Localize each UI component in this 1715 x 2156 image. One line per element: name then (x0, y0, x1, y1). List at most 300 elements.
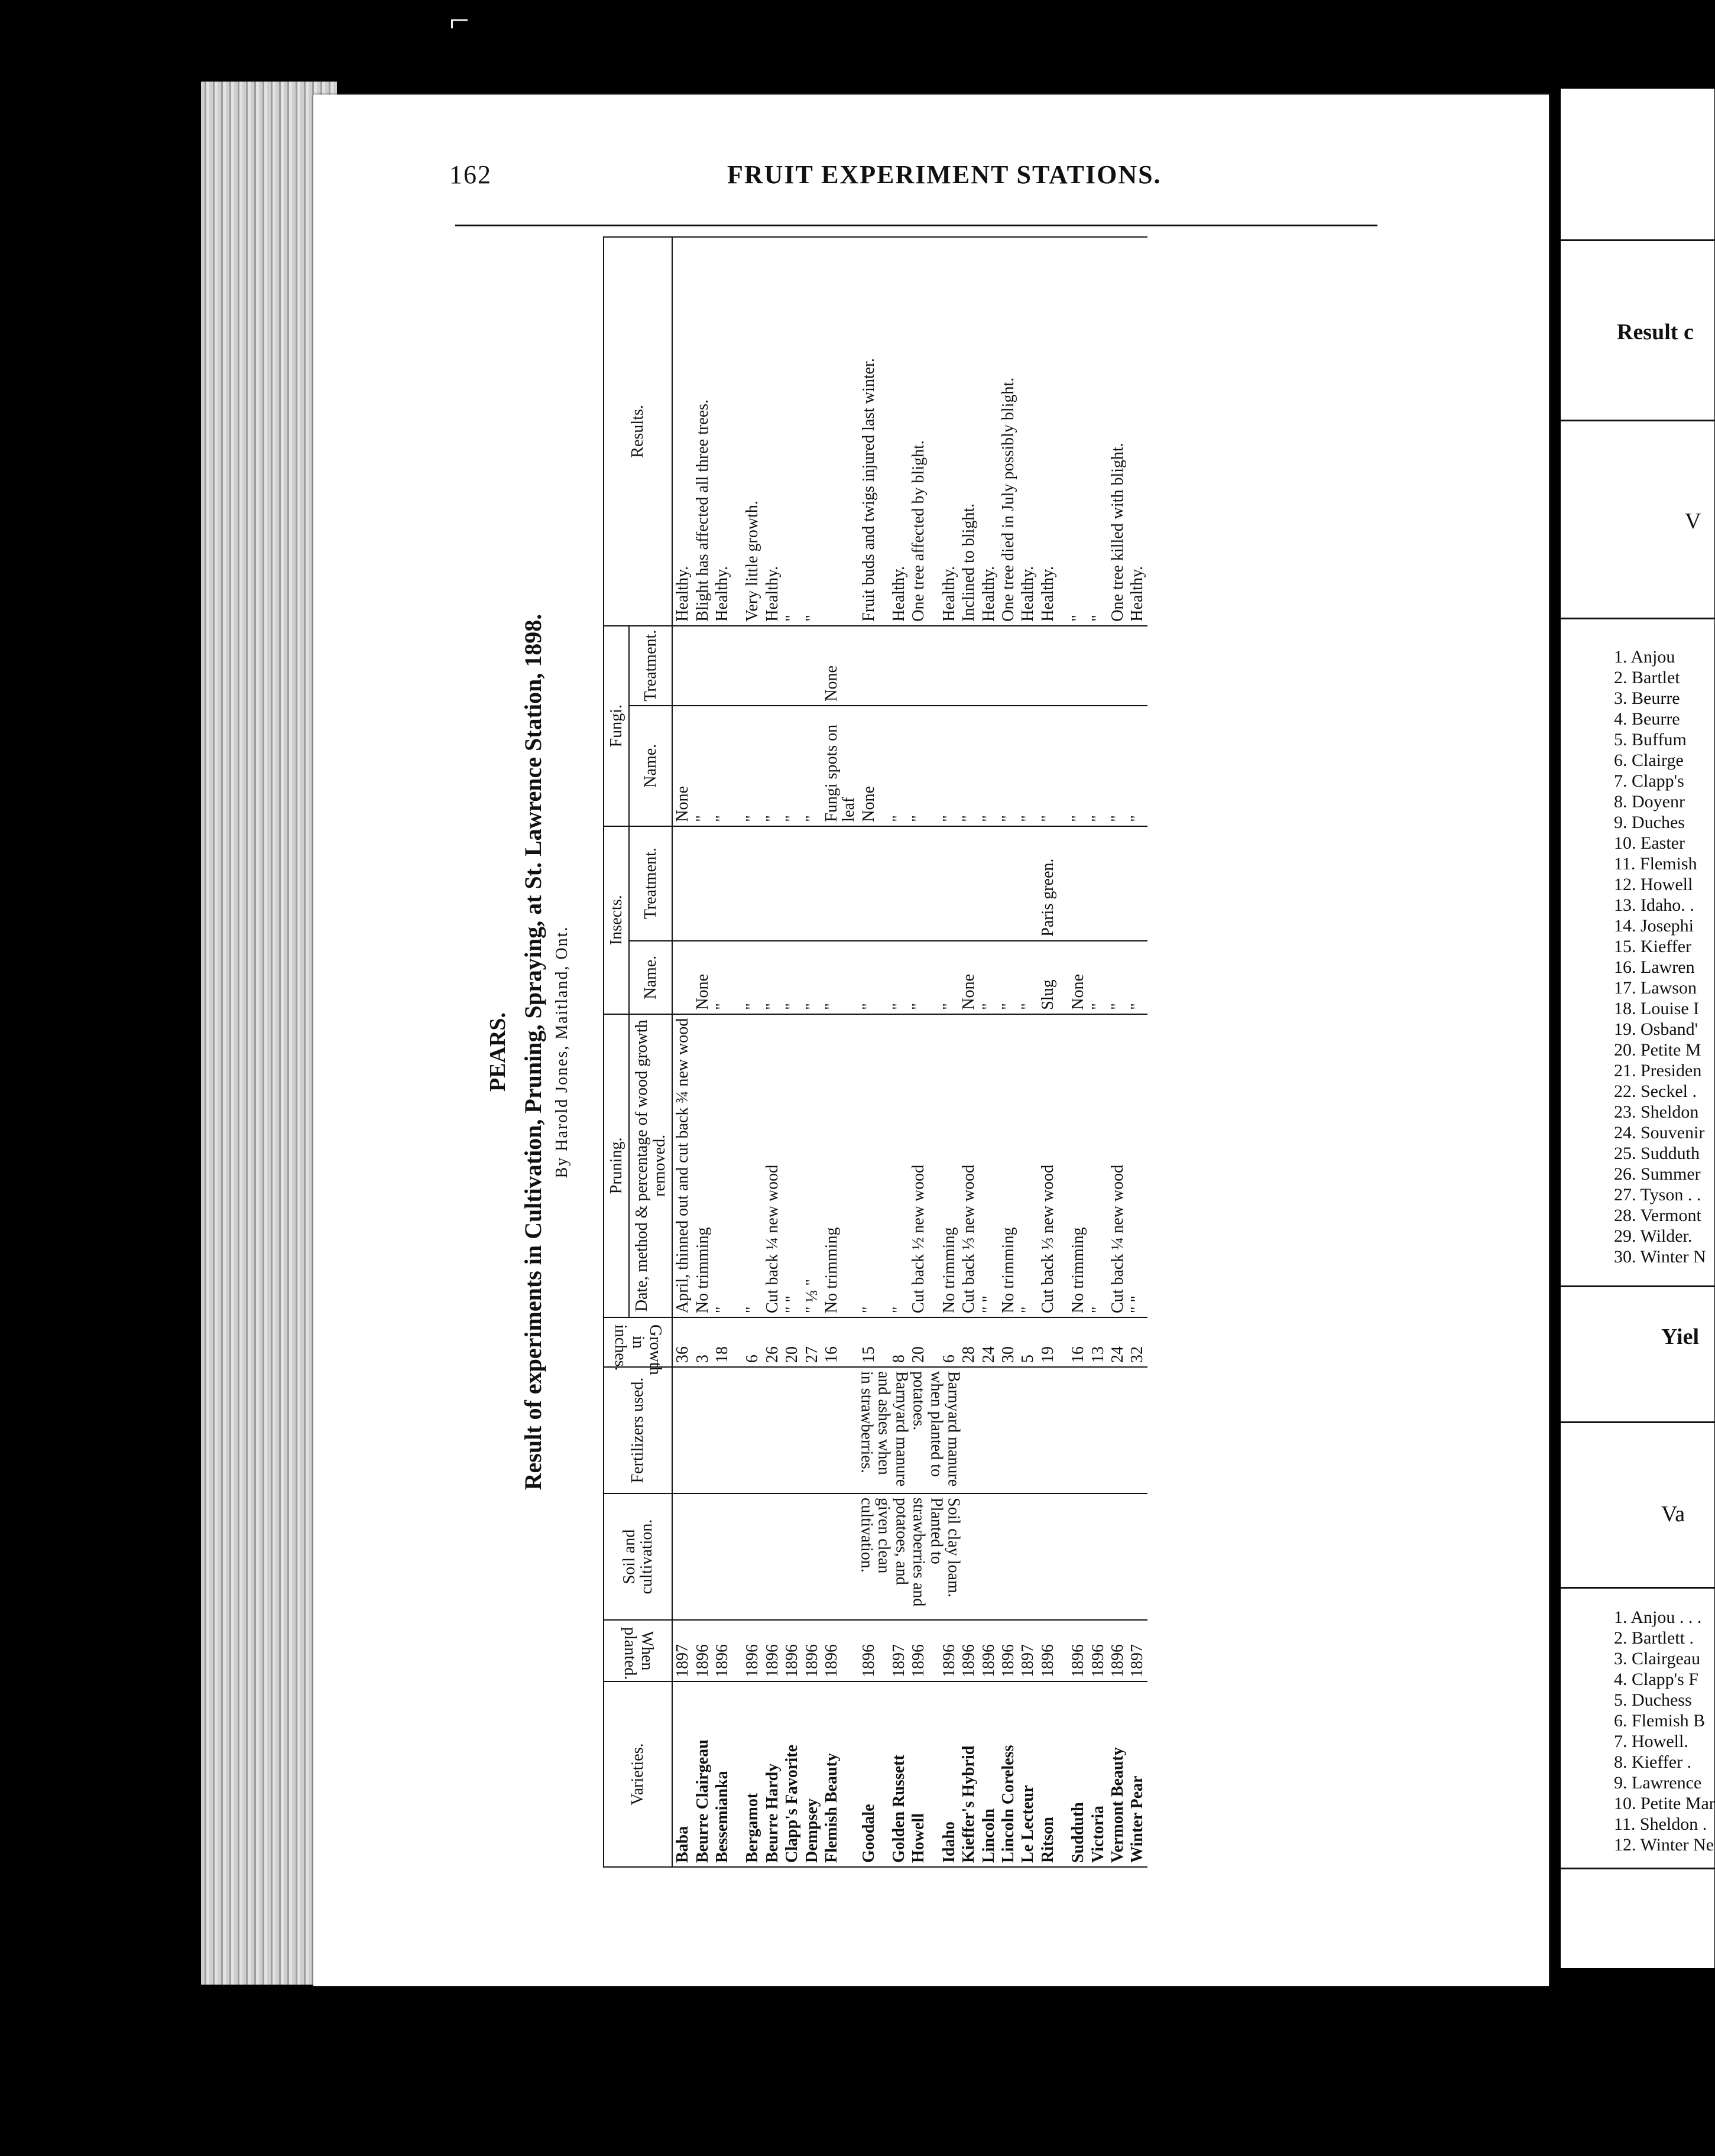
list-item: 18. Louise I (1614, 999, 1700, 1018)
cell-pruning: Cut back ¼ new wood (1108, 1014, 1127, 1317)
cell-insect-t (1088, 826, 1108, 941)
list-item: 8. Doyenr (1614, 792, 1685, 811)
table-row (1127, 237, 1147, 1867)
cell-insect: " (802, 941, 822, 1014)
right-rule-4 (1561, 1285, 1714, 1287)
cell-pruning: " (1088, 1014, 1108, 1317)
cell-result: One tree affected by blight. (909, 237, 928, 626)
list-item: 4. Clapp's F (1614, 1670, 1698, 1689)
cell-result: " (782, 237, 802, 626)
col-growth (604, 1317, 672, 1375)
cell-planted: 1896 (939, 1620, 959, 1681)
cell-insect-t (1108, 826, 1127, 941)
cell-insect-t (672, 826, 692, 941)
cell-planted: 1896 (979, 1620, 998, 1681)
spacer-cell (732, 237, 743, 626)
table-row (859, 237, 878, 1867)
spacer-cell (1058, 237, 1068, 626)
cell-insect: " (1127, 941, 1147, 1014)
spacer-cell (732, 1681, 743, 1867)
cell-variety: Lincoln Coreless (998, 1681, 1018, 1867)
cell-growth: 6 (939, 1317, 959, 1367)
table-row (1038, 237, 1058, 1867)
list-item: 12. Winter Ne (1614, 1835, 1714, 1855)
cell-result (822, 237, 859, 626)
table-row (693, 237, 712, 1867)
cell-fungi-t (1068, 626, 1088, 706)
fertilizer-note: Barnyard manure when planted to potatoes. Barnyard manure and ashes when in strawberries. (857, 1371, 963, 1487)
cell-variety: Baba (672, 1681, 692, 1867)
cell-fungi: " (693, 706, 712, 826)
cell-pruning: No trimming (939, 1014, 959, 1317)
spacer-cell (1058, 706, 1068, 826)
cell-variety: Idaho (939, 1681, 959, 1867)
spacer-cell (1058, 1681, 1068, 1867)
cell-insect-t (1127, 826, 1147, 941)
cell-insect-t (782, 826, 802, 941)
list-item: 27. Tyson . . (1614, 1185, 1701, 1204)
table-row (712, 237, 732, 1867)
cell-growth: 15 (859, 1317, 878, 1367)
cell-fungi-t (743, 626, 762, 706)
list-item: 14. Josephi (1614, 916, 1694, 936)
table-row (979, 237, 998, 1867)
cell-insect: None (959, 941, 978, 1014)
cell-result: Healthy. (763, 237, 782, 626)
right-rule-5 (1561, 1421, 1714, 1423)
cell-fungi-t (939, 626, 959, 706)
cell-insect-t (889, 826, 909, 941)
list-item: 29. Wilder. (1614, 1226, 1693, 1246)
right-heading-va: Va (1661, 1502, 1685, 1527)
spacer-cell (878, 1014, 889, 1317)
cell-insect-t (979, 826, 998, 941)
table-row (1018, 237, 1038, 1867)
cell-insect: None (693, 941, 712, 1014)
cell-fungi-t (1038, 626, 1058, 706)
cell-insect: None (1068, 941, 1088, 1014)
spacer-cell (929, 626, 939, 706)
cell-growth: 13 (1088, 1317, 1108, 1367)
list-item: 17. Lawson (1614, 978, 1697, 998)
list-item: 10. Petite Mar (1614, 1794, 1715, 1813)
cell-fungi-t: None (822, 626, 859, 706)
cell-insect: " (712, 941, 732, 1014)
cell-planted: 1896 (1068, 1620, 1088, 1681)
cell-variety: Winter Pear (1127, 1681, 1147, 1867)
cell-growth: 36 (672, 1317, 692, 1367)
cell-pruning: No trimming (998, 1014, 1018, 1317)
right-heading-v: V (1685, 509, 1701, 534)
cell-fungi: " (1018, 706, 1038, 826)
col-fungi-group: Fungi. (604, 626, 629, 826)
cell-planted: 1896 (822, 1620, 859, 1681)
list-item: 23. Sheldon (1614, 1102, 1699, 1122)
cell-planted: 1897 (889, 1620, 909, 1681)
cell-variety: Beurre Clairgeau (693, 1681, 712, 1867)
cell-fungi: " (909, 706, 928, 826)
col-growth-label: Growth in inches. (611, 1324, 665, 1375)
list-item: 30. Winter N (1614, 1247, 1706, 1267)
cell-pruning: " (889, 1014, 909, 1317)
table-row (743, 237, 762, 1867)
cell-variety: Sudduth (1068, 1681, 1088, 1867)
rotated-table-block (473, 236, 1360, 1868)
cell-soil (672, 1493, 1147, 1620)
cell-fungi: " (939, 706, 959, 826)
spacer-cell (878, 1620, 889, 1681)
list-item: 2. Bartlet (1614, 668, 1680, 687)
table-row (763, 237, 782, 1867)
table-row (909, 237, 928, 1867)
cell-fungi-t (1127, 626, 1147, 706)
cell-fungi: " (763, 706, 782, 826)
spacer-cell (878, 826, 889, 941)
cell-fungi-t (909, 626, 928, 706)
cell-result: Healthy. (1127, 237, 1147, 626)
list-item: 24. Souvenir (1614, 1123, 1705, 1142)
spacer-cell (929, 1317, 939, 1367)
cell-fungi-t (693, 626, 712, 706)
cell-insect: " (763, 941, 782, 1014)
table-body (672, 237, 1147, 1867)
table-row (998, 237, 1018, 1867)
spacer-cell (878, 1681, 889, 1867)
cell-fungi: None (859, 706, 878, 826)
cell-insect: " (743, 941, 762, 1014)
cell-planted: 1896 (998, 1620, 1018, 1681)
list-item: 26. Summer (1614, 1164, 1701, 1184)
spacer-cell (929, 1681, 939, 1867)
cell-pruning: " (712, 1014, 732, 1317)
cell-planted: 1896 (743, 1620, 762, 1681)
list-item: 11. Sheldon . (1614, 1814, 1707, 1834)
cell-variety: Flemish Beauty (822, 1681, 859, 1867)
cell-result: One tree died in July possibly blight. (998, 237, 1018, 626)
cell-planted: 1896 (1088, 1620, 1108, 1681)
cell-fungi: " (998, 706, 1018, 826)
right-rule-6 (1561, 1587, 1714, 1589)
cell-growth: 8 (889, 1317, 909, 1367)
section-title: PEARS. (485, 1012, 510, 1092)
cell-pruning: April, thinned out and cut back ¾ new wood (672, 1014, 692, 1317)
cell-pruning: No trimming (1068, 1014, 1088, 1317)
cell-insect: " (939, 941, 959, 1014)
list-item: 22. Seckel . (1614, 1082, 1697, 1101)
list-item: 1. Anjou (1614, 647, 1675, 667)
cell-insect-t (763, 826, 782, 941)
right-heading-yield: Yiel (1661, 1324, 1700, 1349)
cell-planted: 1896 (1108, 1620, 1127, 1681)
cell-insect-t (1068, 826, 1088, 941)
cell-insect: " (998, 941, 1018, 1014)
cell-insect-t (859, 826, 878, 941)
cell-fungi: " (802, 706, 822, 826)
table-row (1088, 237, 1108, 1867)
cell-insect: " (979, 941, 998, 1014)
cell-insect: " (909, 941, 928, 1014)
cell-pruning: Cut back ½ new wood (909, 1014, 928, 1317)
cell-fungi-t (782, 626, 802, 706)
cell-fungi: " (1068, 706, 1088, 826)
cell-insect: " (859, 941, 878, 1014)
soil-cultivation-note: Soil clay loam. Planted to strawberries and potatoes, and given clean cultivation. (857, 1498, 963, 1607)
cell-fertilizers (672, 1367, 1147, 1493)
list-item: 21. Presiden (1614, 1061, 1702, 1080)
cell-insect: " (889, 941, 909, 1014)
row-spacer (732, 237, 743, 1867)
cell-variety: Beurre Hardy (763, 1681, 782, 1867)
cell-insect-t (712, 826, 732, 941)
list-item: 10. Easter (1614, 833, 1685, 853)
cell-planted: 1896 (802, 1620, 822, 1681)
cell-growth: 5 (1018, 1317, 1038, 1367)
cell-variety: Clapp's Favorite (782, 1681, 802, 1867)
author-line: By Harold Jones, Maitland, Ont. (553, 926, 571, 1178)
col-pruning: Date, method & percentage of wood growth removed. (629, 1014, 672, 1317)
cell-variety: Bergamot (743, 1681, 762, 1867)
right-heading-result: Result c (1617, 320, 1694, 345)
pears-table (603, 236, 1147, 1868)
list-item: 16. Lawren (1614, 957, 1695, 977)
cell-variety: Vermont Beauty (1108, 1681, 1127, 1867)
table-row (1068, 237, 1088, 1867)
cell-result: " (1088, 237, 1108, 626)
cell-growth: 19 (1038, 1317, 1058, 1367)
list-item: 6. Flemish B (1614, 1711, 1706, 1730)
cell-pruning: " " (979, 1014, 998, 1317)
list-item: 4. Beurre (1614, 709, 1680, 729)
row-spacer (1058, 237, 1068, 1867)
table-row (802, 237, 822, 1867)
cell-insect: " (1108, 941, 1127, 1014)
cell-planted: 1897 (672, 1620, 692, 1681)
col-when-planted (604, 1620, 672, 1681)
list-item: 11. Flemish (1614, 854, 1697, 874)
list-item: 9. Lawrence (1614, 1773, 1702, 1793)
cell-insect-t (1018, 826, 1038, 941)
cell-planted: 1896 (763, 1620, 782, 1681)
list-item: 19. Osband' (1614, 1019, 1698, 1039)
row-spacer (878, 237, 889, 1867)
list-item: 2. Bartlett . (1614, 1628, 1694, 1648)
spacer-cell (732, 1317, 743, 1367)
cell-insect: Slug (1038, 941, 1058, 1014)
cell-pruning: " ⅓ " (802, 1014, 822, 1317)
cell-planted: 1896 (909, 1620, 928, 1681)
cell-variety: Dempsey (802, 1681, 822, 1867)
cell-result: Healthy. (712, 237, 732, 626)
col-results: Results. (604, 237, 672, 626)
spacer-cell (732, 941, 743, 1014)
cell-growth: 3 (693, 1317, 712, 1367)
spacer-cell (1058, 626, 1068, 706)
cell-fungi-t (1088, 626, 1108, 706)
cell-fungi-t (859, 626, 878, 706)
cell-pruning: " " (782, 1014, 802, 1317)
table-row (959, 237, 978, 1867)
cell-pruning: " (1018, 1014, 1038, 1317)
cell-planted: 1897 (1018, 1620, 1038, 1681)
cell-planted: 1896 (712, 1620, 732, 1681)
cell-planted: 1896 (693, 1620, 712, 1681)
cell-variety: Kieffer's Hybrid (959, 1681, 978, 1867)
cell-fungi-t (672, 626, 692, 706)
spacer-cell (878, 626, 889, 706)
cell-planted: 1896 (859, 1620, 878, 1681)
cell-result: Healthy. (889, 237, 909, 626)
cell-result: Healthy. (979, 237, 998, 626)
cell-insect-t (743, 826, 762, 941)
list-item: 9. Duches (1614, 813, 1685, 832)
cell-pruning: Cut back ⅓ new wood (1038, 1014, 1058, 1317)
spacer-cell (1058, 1317, 1068, 1367)
cell-fungi-t (763, 626, 782, 706)
col-insects-name: Name. (629, 941, 672, 1014)
head-rule (455, 225, 1377, 226)
cell-result: Healthy. (1018, 237, 1038, 626)
cell-insect (672, 941, 692, 1014)
cell-fungi: " (782, 706, 802, 826)
cell-growth: 20 (782, 1317, 802, 1367)
spacer-cell (929, 706, 939, 826)
spacer-cell (929, 941, 939, 1014)
cell-growth: 16 (822, 1317, 859, 1367)
scan-mark: ⌐ (449, 1, 469, 40)
col-insects-group: Insects. (604, 826, 629, 1014)
spacer-cell (1058, 826, 1068, 941)
col-varieties: Varieties. (604, 1681, 672, 1867)
cell-variety: Bessemianka (712, 1681, 732, 1867)
spacer-cell (732, 626, 743, 706)
cell-fungi-t (959, 626, 978, 706)
cell-fungi-t (1018, 626, 1038, 706)
cell-planted: 1896 (959, 1620, 978, 1681)
table-heading (485, 236, 572, 1868)
cell-fungi: " (979, 706, 998, 826)
cell-result: Healthy. (672, 237, 692, 626)
spacer-cell (929, 237, 939, 626)
col-fertilizers: Fertilizers used. (604, 1367, 672, 1493)
spacer-cell (929, 826, 939, 941)
cell-result: Very little growth. (743, 237, 762, 626)
cell-result: Fruit buds and twigs injured last winter. (859, 237, 878, 626)
cell-variety: Ritson (1038, 1681, 1058, 1867)
cell-insect-t: Paris green. (1038, 826, 1058, 941)
col-fungi-name: Name. (629, 706, 672, 826)
cell-growth: 28 (959, 1317, 978, 1367)
table-row (939, 237, 959, 1867)
table-row (822, 237, 859, 1867)
cell-growth: 20 (909, 1317, 928, 1367)
cell-fungi: " (1108, 706, 1127, 826)
right-rule-7 (1561, 1868, 1714, 1869)
cell-growth: 24 (979, 1317, 998, 1367)
cell-growth: 32 (1127, 1317, 1147, 1367)
cell-result: Healthy. (939, 237, 959, 626)
right-page-fragment (1561, 89, 1714, 1968)
table-row (672, 237, 692, 1867)
cell-fungi: " (959, 706, 978, 826)
cell-result: " (1068, 237, 1088, 626)
cell-growth: 18 (712, 1317, 732, 1367)
list-item: 13. Idaho. . (1614, 895, 1694, 915)
cell-result: Inclined to blight. (959, 237, 978, 626)
list-item: 5. Duchess (1614, 1690, 1692, 1710)
cell-pruning: " (743, 1014, 762, 1317)
spacer-cell (732, 1014, 743, 1317)
right-rule-2 (1561, 420, 1714, 421)
cell-result: One tree killed with blight. (1108, 237, 1127, 626)
table-row (782, 237, 802, 1867)
list-item: 3. Clairgeau (1614, 1649, 1701, 1668)
cell-fungi: " (743, 706, 762, 826)
list-item: 1. Anjou . . . (1614, 1608, 1702, 1627)
cell-insect: " (1018, 941, 1038, 1014)
cell-pruning: " " (1127, 1014, 1147, 1317)
cell-result: Blight has affected all three trees. (693, 237, 712, 626)
spacer-cell (1058, 1014, 1068, 1317)
list-item: 28. Vermont (1614, 1206, 1701, 1225)
cell-growth: 6 (743, 1317, 762, 1367)
cell-variety: Lincoln (979, 1681, 998, 1867)
cell-insect-t (939, 826, 959, 941)
cell-variety: Golden Russett (889, 1681, 909, 1867)
cell-variety: Goodale (859, 1681, 878, 1867)
cell-fungi-t (998, 626, 1018, 706)
list-item: 7. Howell. (1614, 1732, 1688, 1751)
cell-pruning: Cut back ¼ new wood (763, 1014, 782, 1317)
list-item: 20. Petite M (1614, 1040, 1701, 1060)
cell-growth: 26 (763, 1317, 782, 1367)
cell-result: " (802, 237, 822, 626)
cell-insect-t (802, 826, 822, 941)
list-item: 5. Buffum (1614, 730, 1687, 749)
cell-fungi: " (889, 706, 909, 826)
right-rule-1 (1561, 239, 1714, 241)
spacer-cell (878, 706, 889, 826)
spacer-cell (732, 1620, 743, 1681)
table-row (889, 237, 909, 1867)
cell-growth: 16 (1068, 1317, 1088, 1367)
col-when-planted-label: When planted. (620, 1627, 656, 1680)
cell-growth: 27 (802, 1317, 822, 1367)
list-item: 12. Howell (1614, 875, 1693, 894)
running-title: FRUIT EXPERIMENT STATIONS. (727, 160, 1162, 189)
list-item: 25. Sudduth (1614, 1144, 1700, 1163)
cell-planted: 1896 (782, 1620, 802, 1681)
cell-insect-t (693, 826, 712, 941)
cell-insect-t (822, 826, 859, 941)
spacer-cell (732, 706, 743, 826)
cell-insect: " (782, 941, 802, 1014)
cell-variety: Howell (909, 1681, 928, 1867)
cell-fungi: " (1038, 706, 1058, 826)
cell-fungi: " (1088, 706, 1108, 826)
table-caption: Result of experiments in Cultivation, Pruning, Spraying, at St. Lawrence Station, 1898. (520, 613, 546, 1491)
spacer-cell (732, 826, 743, 941)
spacer-cell (1058, 941, 1068, 1014)
cell-insect-t (959, 826, 978, 941)
col-insects-treatment: Treatment. (629, 826, 672, 941)
cell-insect-t (909, 826, 928, 941)
cell-fungi-t (802, 626, 822, 706)
cell-insect: " (822, 941, 859, 1014)
list-item: 8. Kieffer . (1614, 1752, 1692, 1772)
cell-variety: Le Lecteur (1018, 1681, 1038, 1867)
cell-fungi-t (712, 626, 732, 706)
cell-pruning: No trimming (693, 1014, 712, 1317)
